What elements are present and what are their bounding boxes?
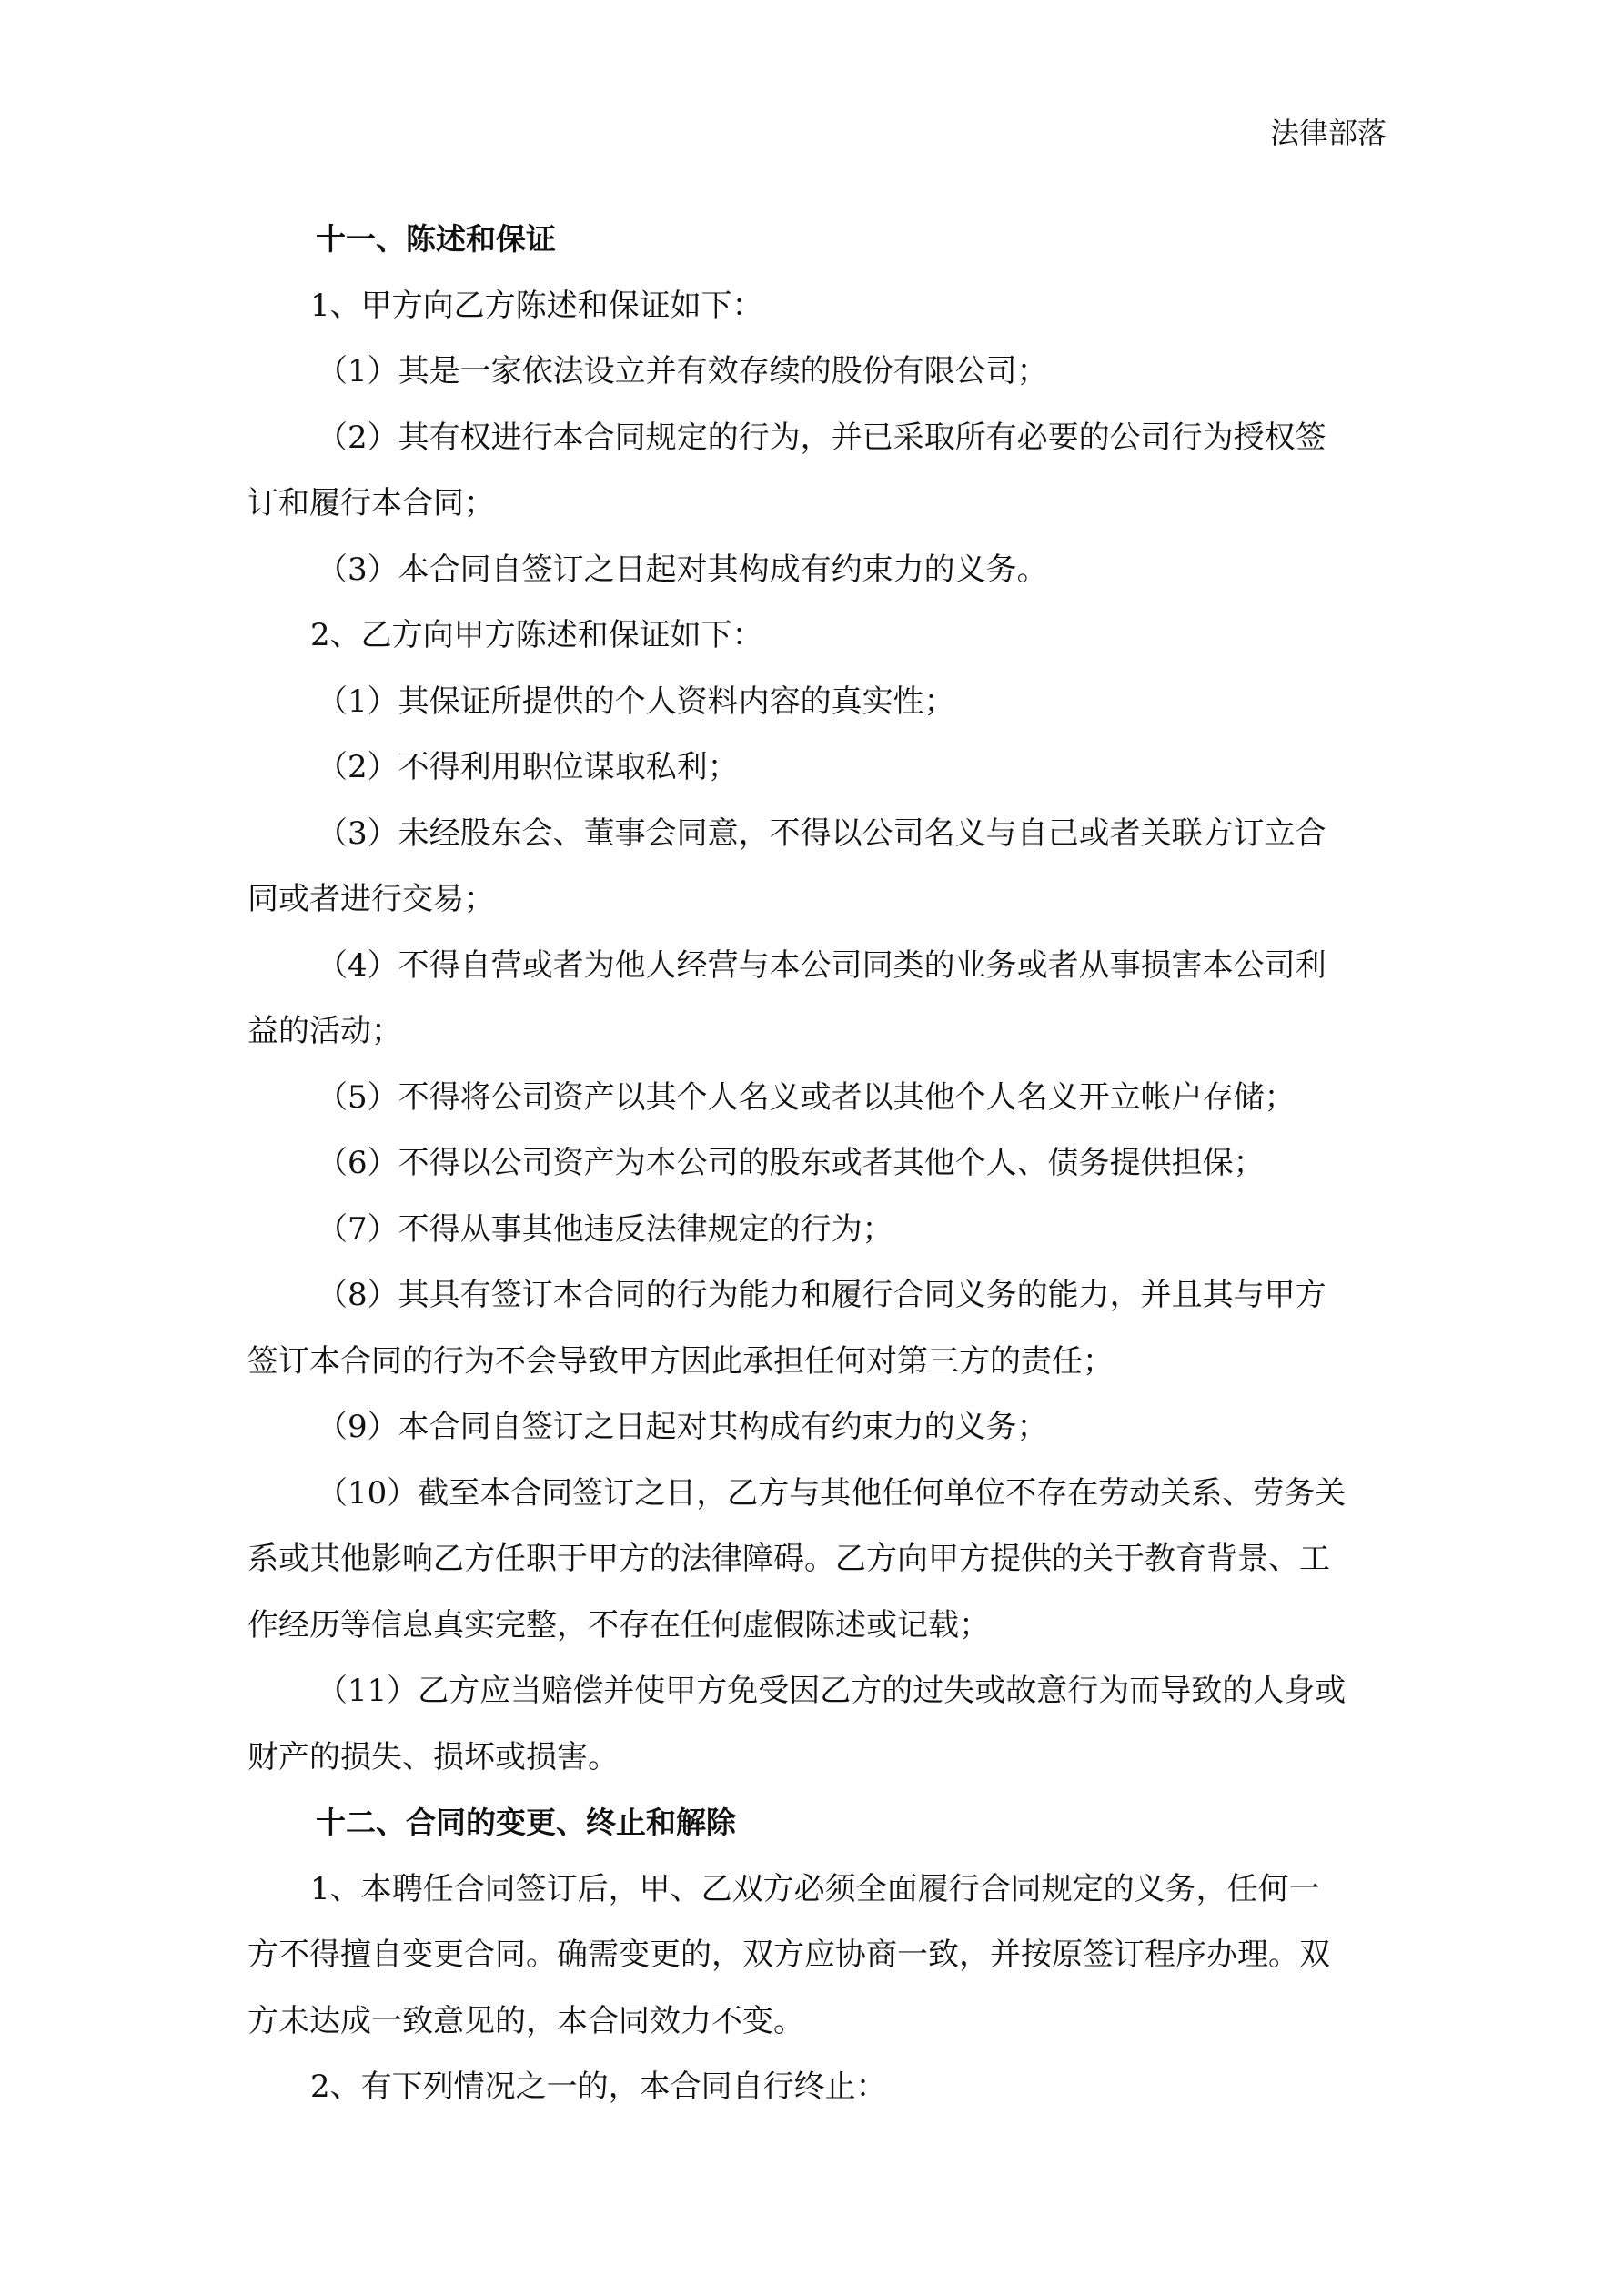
- clause-party-a-representations: 1、甲方向乙方陈述和保证如下：: [310, 287, 763, 324]
- continuation-line: 签订本合同的行为不会导致甲方因此承担任何对第三方的责任；: [247, 1342, 1114, 1380]
- continuation-line: 方不得擅自变更合同。确需变更的，双方应协商一致，并按原签订程序办理。双: [247, 1937, 1330, 1973]
- item-line: （7）不得从事其他违反法律规定的行为；: [317, 1210, 893, 1248]
- clause-amendment: 1、本聘任合同签订后，甲、乙双方必须全面履行合同规定的义务，任何一: [310, 1870, 1320, 1907]
- item-line: （1）其是一家依法设立并有效存续的股份有限公司；: [317, 353, 1048, 389]
- item-line: （8）其具有签订本合同的行为能力和履行合同义务的能力，并且其与甲方: [317, 1277, 1326, 1313]
- continuation-line: 订和履行本合同；: [247, 485, 495, 521]
- clause-party-b-representations: 2、乙方向甲方陈述和保证如下：: [310, 617, 763, 653]
- item-line: （11）乙方应当赔偿并使甲方免受因乙方的过失或故意行为而导致的人身或: [317, 1673, 1347, 1709]
- item-line: （2）其有权进行本合同规定的行为，并已采取所有必要的公司行为授权签: [317, 419, 1326, 456]
- continuation-line: 作经历等信息真实完整，不存在任何虚假陈述或记载；: [247, 1606, 990, 1644]
- item-line: （2）不得利用职位谋取私利；: [317, 749, 739, 785]
- clause-termination: 2、有下列情况之一的，本合同自行终止：: [310, 2068, 887, 2105]
- continuation-line: 系或其他影响乙方任职于甲方的法律障碍。乙方向甲方提供的关于教育背景、工: [247, 1541, 1330, 1577]
- item-line: （3）未经股东会、董事会同意，不得以公司名义与自己或者关联方订立合: [317, 814, 1326, 852]
- item-line: （1）其保证所提供的个人资料内容的真实性；: [317, 683, 955, 720]
- item-line: （9）本合同自签订之日起对其构成有约束力的义务；: [317, 1409, 1048, 1445]
- continuation-line: 方未达成一致意见的，本合同效力不变。: [247, 2002, 804, 2039]
- contract-body: [247, 207, 1376, 2120]
- item-line: （6）不得以公司资产为本公司的股东或者其他个人、债务提供担保；: [317, 1145, 1265, 1181]
- continuation-line: 益的活动；: [247, 1013, 402, 1049]
- continuation-line: 财产的损失、损坏或损害。: [247, 1738, 619, 1775]
- section-heading-amendment-termination: 十二、合同的变更、终止和解除: [316, 1805, 736, 1840]
- item-line: （5）不得将公司资产以其个人名义或者以其他个人名义开立帐户存储；: [317, 1078, 1296, 1116]
- section-heading-representations: 十一、陈述和保证: [316, 221, 556, 257]
- continuation-line: 同或者进行交易；: [247, 881, 495, 917]
- item-line: （4）不得自营或者为他人经营与本公司同类的业务或者从事损害本公司利: [317, 946, 1326, 984]
- item-line: （3）本合同自签订之日起对其构成有约束力的义务。: [317, 551, 1048, 588]
- item-line: （10）截至本合同签订之日，乙方与其他任何单位不存在劳动关系、劳务关: [317, 1474, 1347, 1512]
- page-header-label: 法律部落: [1269, 116, 1387, 150]
